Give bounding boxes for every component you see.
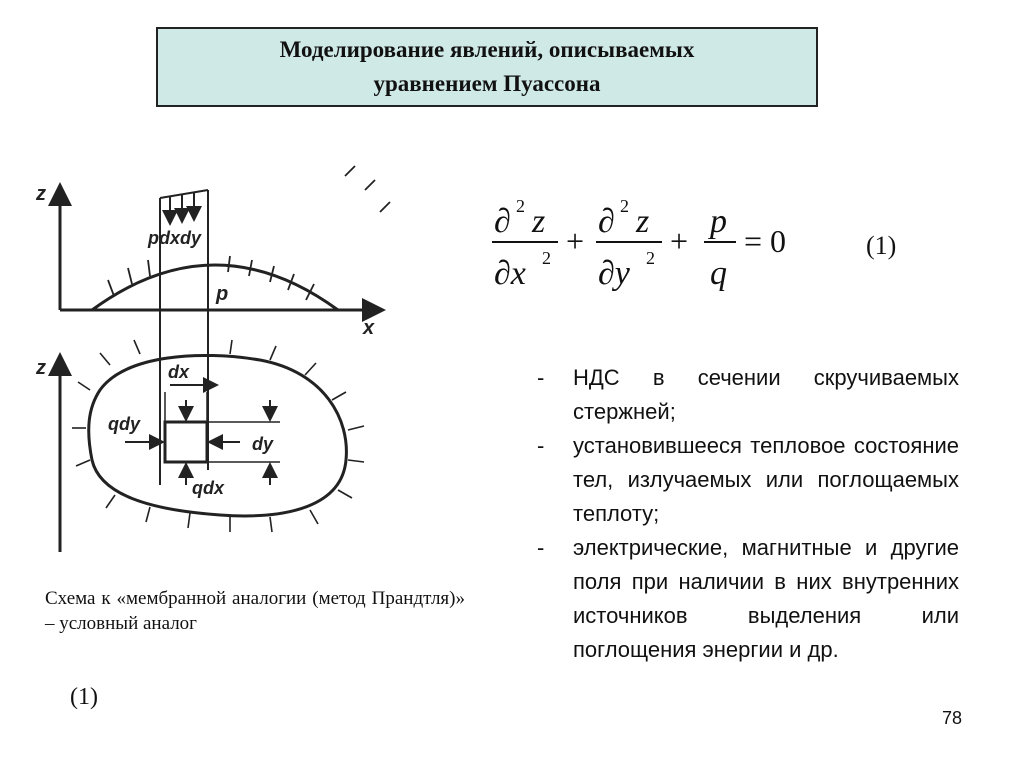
analog-number: (1) bbox=[70, 684, 98, 710]
svg-text:∂y bbox=[598, 255, 631, 292]
applications-list bbox=[537, 361, 959, 667]
bullet-text: электрические, магнитные и другие поля при наличии в них внутренних источников выделения или поглощения энергии и др. bbox=[573, 535, 959, 662]
bullet-dash: - bbox=[537, 535, 545, 560]
svg-text:2 bbox=[620, 196, 629, 216]
eq-num1-partial: ∂ bbox=[494, 203, 511, 240]
eq-den2: ∂y bbox=[598, 255, 630, 292]
eq-plus-1: + bbox=[566, 223, 585, 259]
svg-text:+ bbox=[670, 223, 688, 259]
svg-text:z bbox=[531, 203, 545, 240]
membrane-analogy-diagram bbox=[30, 160, 450, 560]
svg-text:q bbox=[710, 255, 727, 292]
svg-text:= 0 bbox=[744, 223, 786, 259]
svg-text:z bbox=[635, 203, 649, 240]
strip-top-line bbox=[160, 190, 208, 198]
slide-title-box bbox=[156, 27, 818, 107]
eq-den1: ∂x bbox=[494, 255, 526, 292]
eq-equals-zero: = 0 bbox=[744, 223, 787, 259]
bullet-text: НДС в сечении скручиваемых стержней; bbox=[573, 365, 959, 424]
svg-text:p bbox=[708, 203, 727, 240]
eq-num2-partial: ∂ bbox=[598, 203, 615, 240]
page-number: 78 bbox=[942, 708, 963, 728]
eq-num2-sup: 2 bbox=[620, 196, 629, 216]
label-qdy: qdy bbox=[108, 414, 141, 434]
label-x-axis: x bbox=[363, 317, 375, 339]
figure-caption: Схема к «мембранной аналогии (метод Прандтля)» – условный аналог bbox=[45, 588, 465, 634]
bullet-dash: - bbox=[537, 433, 545, 458]
label-qdx: qdx bbox=[192, 478, 225, 498]
label-dy: dy bbox=[252, 434, 274, 454]
eq-den3: q bbox=[710, 255, 727, 292]
eq-plus-2: + bbox=[670, 223, 689, 259]
svg-text:+ bbox=[566, 223, 584, 259]
eq-num1-sup: 2 bbox=[516, 196, 525, 216]
svg-text:2 bbox=[516, 196, 525, 216]
equation-number: (1) bbox=[866, 231, 897, 260]
label-pdxdy: pdxdy bbox=[148, 228, 202, 248]
bullet-text: установившееся тепловое состояние тел, излучаемых или поглощаемых теплоту; bbox=[573, 433, 959, 526]
svg-text:2 bbox=[542, 248, 551, 268]
list-item bbox=[537, 429, 959, 531]
svg-text:∂ bbox=[598, 203, 615, 240]
slide-title-line-1: Моделирование явлений, описываемых bbox=[279, 37, 695, 62]
eq-num3: p bbox=[710, 203, 727, 240]
equation-graphic bbox=[488, 192, 818, 307]
slide-title bbox=[280, 33, 695, 101]
eq-num1-var: z bbox=[532, 203, 546, 240]
membrane-analogy-figure bbox=[30, 160, 450, 560]
label-z-top: z bbox=[36, 183, 46, 205]
element-square bbox=[165, 422, 207, 462]
eq-den1-sup: 2 bbox=[542, 248, 551, 268]
eq-den2-sup: 2 bbox=[646, 248, 655, 268]
label-z-bottom: z bbox=[36, 357, 46, 379]
label-p: p bbox=[216, 283, 229, 305]
svg-text:∂x bbox=[494, 255, 526, 292]
svg-text:∂ bbox=[494, 203, 511, 240]
svg-text:2 bbox=[646, 248, 655, 268]
bullet-dash: - bbox=[537, 365, 545, 390]
slide-title-line-2: уравнением Пуассона bbox=[373, 71, 601, 96]
list-item bbox=[537, 531, 959, 667]
eq-num2-var: z bbox=[636, 203, 650, 240]
label-dx: dx bbox=[168, 362, 190, 382]
poisson-equation bbox=[488, 192, 818, 307]
list-item bbox=[537, 361, 959, 429]
